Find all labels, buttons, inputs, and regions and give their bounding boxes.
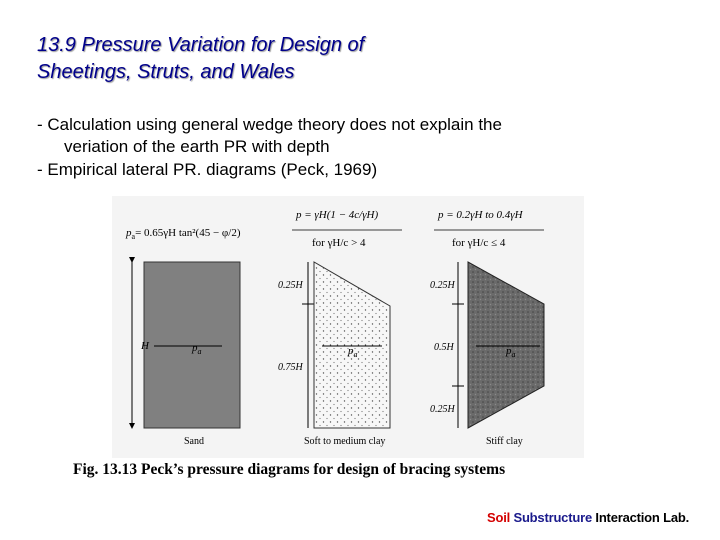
soft-clay-top-label: 0.25H — [278, 280, 303, 291]
soft-clay-formula: p = γH(1 − 4c/γH) — [296, 209, 379, 221]
soft-clay-bottom-label: 0.75H — [278, 362, 303, 373]
stiff-clay-formula: p = 0.2γH to 0.4γH — [438, 209, 523, 221]
stiff-clay-top-label: 0.25H — [430, 280, 455, 291]
soft-clay-caption: Soft to medium clay — [304, 436, 386, 447]
pressure-diagram-svg — [112, 196, 584, 458]
footer-substructure: Substructure — [513, 510, 592, 525]
sand-pa-label: $p_a$ — [192, 342, 202, 356]
soft-clay-diagram — [278, 209, 402, 447]
soft-clay-pa-label: $p_a$ — [348, 345, 358, 359]
bullet-1-line-2: veriation of the earth PR with depth — [64, 137, 330, 156]
figure-caption: Fig. 13.13 Peck’s pressure diagrams for design of bracing systems — [73, 461, 506, 478]
stiff-clay-mid-label: 0.5H — [434, 342, 454, 353]
sand-formula: $p_a= 0.65\gamma H$ tan²(45 − φ/2) — [126, 227, 241, 241]
footer-lab: Interaction Lab. — [595, 510, 689, 525]
sand-diagram — [125, 227, 241, 447]
stiff-clay-caption: Stiff clay — [486, 436, 523, 447]
soft-clay-condition: for γH/c > 4 — [312, 237, 366, 249]
bullet-list — [37, 114, 697, 182]
bullet-1-line-1: - Calculation using general wedge theory does not explain the — [37, 115, 502, 134]
stiff-clay-bottom-label: 0.25H — [430, 404, 455, 415]
slide-title — [37, 32, 597, 86]
title-line-1: 13.9 Pressure Variation for Design of — [37, 34, 365, 56]
stiff-clay-diagram — [430, 209, 544, 447]
footer-lab-name — [487, 510, 689, 525]
title-line-2: Sheetings, Struts, and Wales — [37, 61, 295, 83]
footer-soil: Soil — [487, 510, 511, 525]
bullet-2: - Empirical lateral PR. diagrams (Peck, 1969) — [37, 160, 378, 179]
pressure-diagram-figure — [112, 196, 584, 458]
bullet-1 — [37, 114, 697, 158]
stiff-clay-condition: for γH/c ≤ 4 — [452, 237, 506, 249]
sand-h-label: H — [141, 340, 149, 352]
stiff-clay-pa-label: $p_a$ — [506, 345, 516, 359]
sand-caption: Sand — [184, 436, 204, 447]
